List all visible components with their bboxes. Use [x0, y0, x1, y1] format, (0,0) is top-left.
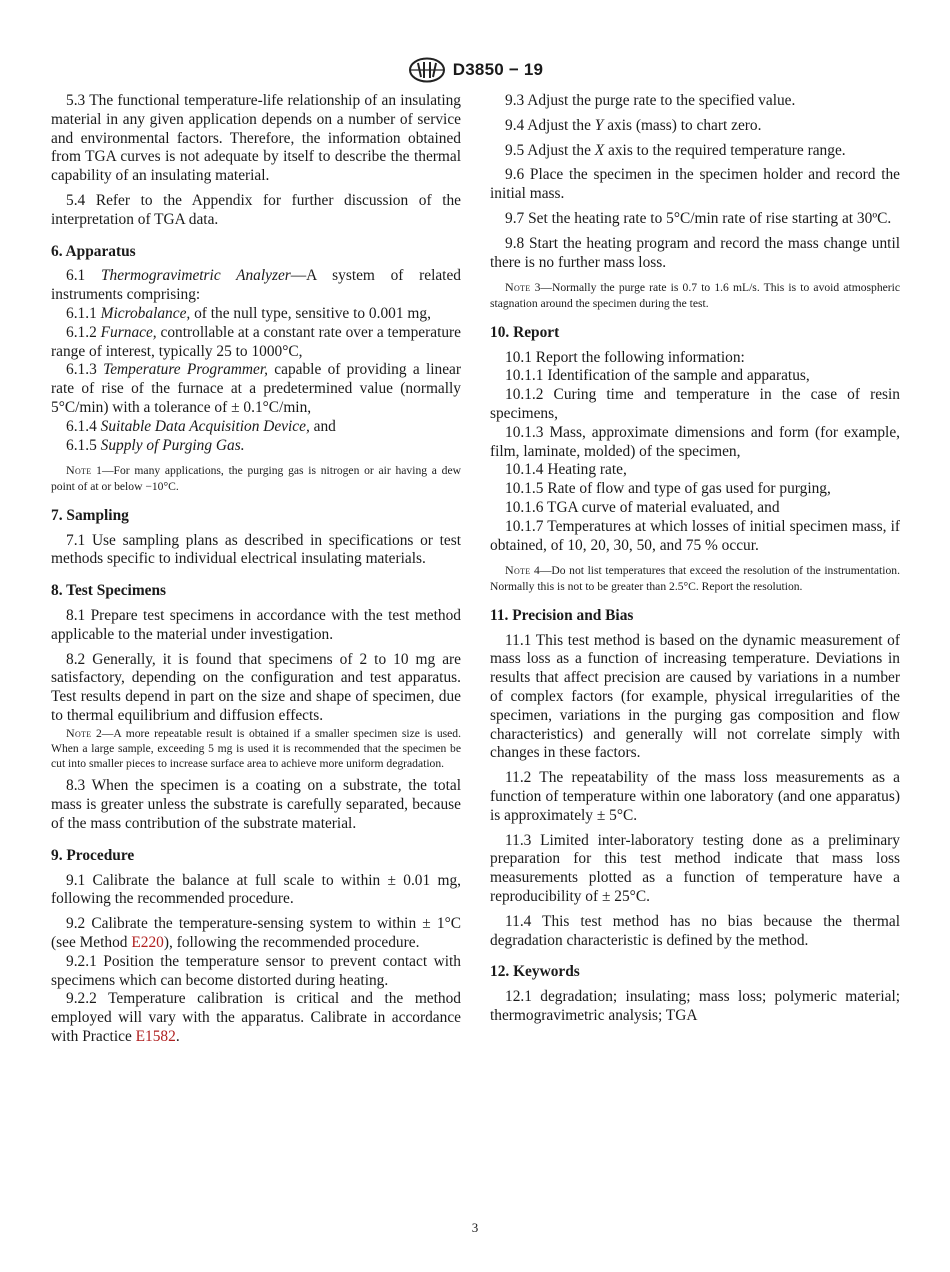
para-10-1: 10.1 Report the following information: — [505, 348, 745, 366]
para-6-1-5: 6.1.5 Supply of Purging Gas. — [66, 436, 245, 454]
section-heading-precision-bias: 11. Precision and Bias — [490, 606, 634, 624]
note-4: Note 4—Do not list temperatures that exceed the resolution of the instrumentation. Normally this is not to be greater than 2.5°C. Report the resolution. — [490, 563, 900, 593]
para-6-1-2: 6.1.2 Furnace, controllable at a constant rate over a temperature range of interest, typically 25 to 1000°C, — [51, 323, 461, 360]
para-8-3: 8.3 When the specimen is a coating on a substrate, the total mass is greater unless the substrate is carefully separated, because of the mass contribution of the substrate material. — [51, 777, 461, 832]
document-id: D3850 − 19 — [452, 60, 544, 79]
para-8-2: 8.2 Generally, it is found that specimens of 2 to 10 mg are satisfactory, depending on the configuration and test apparatus. Test results depend in part on the size and shape of specimen, due to thermal equilibrium and diffusion effects. — [51, 650, 461, 724]
para-6-1-3: 6.1.3 Temperature Programmer, capable of providing a linear rate of rise of the furnace at a predetermined value (normally 5°C/min) with a tolerance of ± 0.1°C/min, — [51, 361, 461, 416]
para-10-1-3: 10.1.3 Mass, approximate dimensions and form (for example, film, laminate, molded) of the specimen, — [490, 423, 900, 460]
para-10-1-6: 10.1.6 TGA curve of material evaluated, and — [505, 498, 780, 516]
para-9-5: 9.5 Adjust the X axis to the required temperature range. — [505, 141, 846, 159]
note-2: Note 2—A more repeatable result is obtained if a smaller specimen size is used. When a large sample, exceeding 5 mg is used it is recommended that the specimen be cut into smaller pieces to increase surface area to achieve more uniform degradation. — [51, 725, 461, 771]
para-10-1-5: 10.1.5 Rate of flow and type of gas used for purging, — [505, 480, 831, 498]
para-9-6: 9.6 Place the specimen in the specimen holder and record the initial mass. — [490, 166, 900, 203]
para-6-1: 6.1 Thermogravimetric Analyzer—A system of related instruments comprising: — [51, 267, 461, 304]
note-3: Note 3—Normally the purge rate is 0.7 to 1.6 mL/s. This is to avoid atmospheric stagnation around the specimen during the test. — [490, 280, 900, 310]
para-9-4: 9.4 Adjust the Y axis (mass) to chart zero. — [505, 116, 762, 134]
left-column — [51, 92, 461, 1047]
section-heading-apparatus: 6. Apparatus — [51, 242, 136, 260]
para-9-2-2: 9.2.2 Temperature calibration is critical and the method employed will vary with the apparatus. Calibrate in accordance with Practice E1582. — [51, 990, 461, 1045]
page-number: 3 — [471, 1220, 479, 1235]
astm-logo-icon — [407, 57, 447, 83]
section-heading-keywords: 12. Keywords — [490, 963, 580, 981]
para-5-4: 5.4 Refer to the Appendix for further discussion of the interpretation of TGA data. — [51, 191, 461, 228]
section-heading-report: 10. Report — [490, 323, 560, 341]
link-e1582[interactable]: E1582 — [135, 1027, 176, 1045]
note-1: Note 1—For many applications, the purging gas is nitrogen or air having a dew point of at or below −10°C. — [51, 463, 461, 493]
para-12-1: 12.1 degradation; insulating; mass loss; polymeric material; thermogravimetric analysis; TGA — [490, 988, 900, 1024]
para-9-3: 9.3 Adjust the purge rate to the specified value. — [505, 92, 796, 109]
para-10-1-4: 10.1.4 Heating rate, — [505, 461, 627, 479]
para-9-2-1: 9.2.1 Position the temperature sensor to prevent contact with specimens which can become distorted during heating. — [51, 952, 461, 989]
para-6-1-4: 6.1.4 Suitable Data Acquisition Device, and — [66, 417, 336, 435]
para-10-1-7: 10.1.7 Temperatures at which losses of initial specimen mass, if obtained, of 10, 20, 30, 50, and 75 % occur. — [490, 517, 900, 554]
para-5-3: 5.3 The functional temperature-life relationship of an insulating material in any given application depends on a number of service and environmental factors. Therefore, the information obtained from TGA curves is not adequate by itself to describe the thermal capability of an insulating material. — [51, 92, 461, 185]
para-10-1-1: 10.1.1 Identification of the sample and apparatus, — [505, 367, 810, 385]
para-9-8: 9.8 Start the heating program and record the mass change until there is no further mass loss. — [490, 234, 900, 271]
section-heading-procedure: 9. Procedure — [51, 846, 135, 864]
para-7-1: 7.1 Use sampling plans as described in specifications or test methods specific to individual electrical insulating materials. — [51, 531, 461, 568]
section-heading-sampling: 7. Sampling — [51, 506, 129, 524]
para-11-1: 11.1 This test method is based on the dynamic measurement of mass loss as a function of increasing temperature. Deviations in results that affect precision are caused by variations in a number of complex factors (for example, physical irregularities of the specimen, variations in the purging gas composition and flow characteristics) and generally will not correlate simply with changes in these factors. — [490, 631, 900, 762]
page-header — [0, 55, 950, 85]
para-6-1-1: 6.1.1 Microbalance, of the null type, sensitive to 0.001 mg, — [66, 304, 431, 322]
para-10-1-2: 10.1.2 Curing time and temperature in the case of resin specimens, — [490, 386, 900, 422]
link-e220[interactable]: E220 — [131, 933, 164, 951]
para-11-4: 11.4 This test method has no bias because the thermal degradation characteristic is defined by the method. — [490, 912, 900, 949]
section-heading-test-specimens: 8. Test Specimens — [51, 582, 167, 600]
right-column — [490, 92, 900, 1026]
para-11-2: 11.2 The repeatability of the mass loss measurements as a function of temperature within one laboratory (and one apparatus) is approximately ± 5°C. — [490, 769, 900, 824]
para-9-2: 9.2 Calibrate the temperature-sensing system to within ± 1°C (see Method E220), following the recommended procedure. — [51, 915, 461, 951]
para-9-1: 9.1 Calibrate the balance at full scale to within ± 0.01 mg, following the recommended procedure. — [51, 871, 461, 908]
para-11-3: 11.3 Limited inter-laboratory testing done as a preliminary preparation for this test method indicate that mass loss measurements plotted as a function of temperature have a reproducibility of ± 25°C. — [490, 831, 900, 905]
para-9-7: 9.7 Set the heating rate to 5°C/min rate of rise starting at 30ºC. — [505, 209, 892, 227]
para-8-1: 8.1 Prepare test specimens in accordance with the test method applicable to the material under investigation. — [51, 606, 461, 643]
